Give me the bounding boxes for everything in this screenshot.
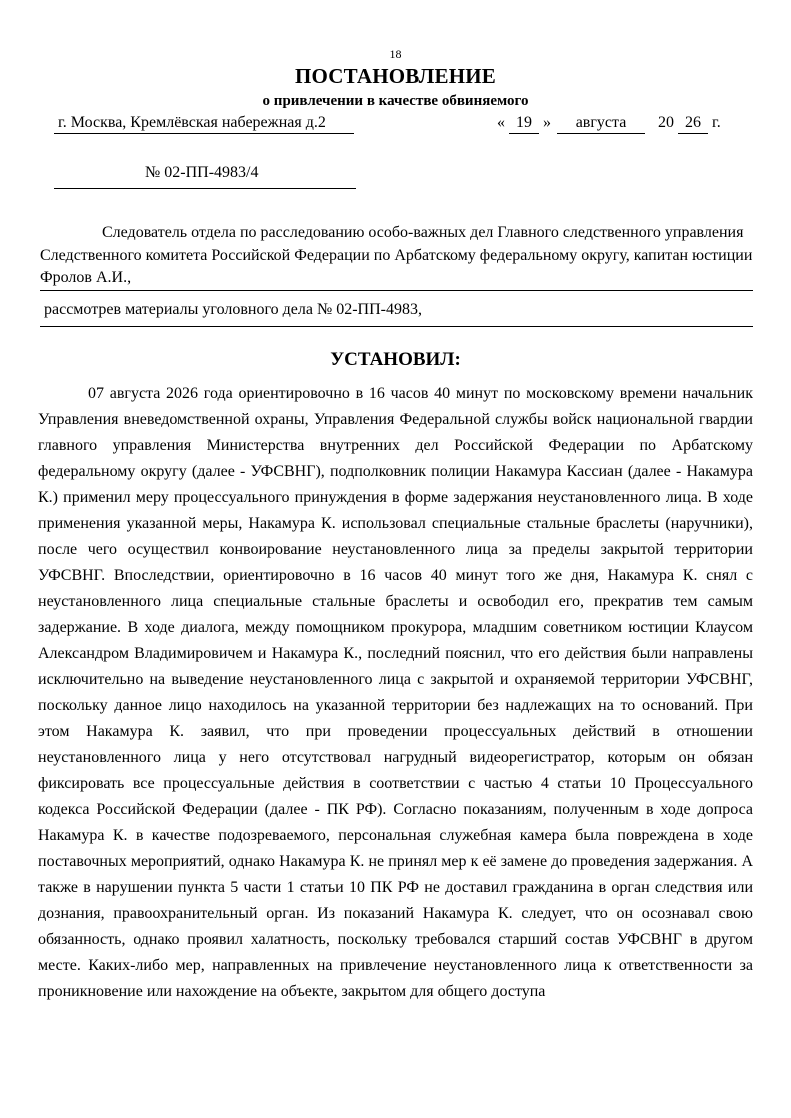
date-month-field (557, 113, 645, 134)
section-title: УСТАНОВИЛ: (330, 349, 461, 370)
date-field (497, 113, 551, 134)
date-month: августа (557, 113, 645, 134)
document-subtitle: о привлечении в качестве обвиняемого (262, 93, 529, 109)
investigator-paragraph: Следователь отдела по расследованию особо-важных дел Главного следственного управления Следственного комитета Российской Федерации по Арбатскому федеральному округу, капитан юстиции Фролов А.И., (40, 224, 753, 286)
divider-line (40, 290, 753, 291)
date-year-abbr: г. (712, 114, 721, 131)
date-day: 19 (509, 113, 539, 134)
divider-line (40, 326, 753, 327)
page-number: 18 (389, 47, 402, 61)
place-field: г. Москва, Кремлёвская набережная д.2 (54, 113, 354, 134)
date-open-quote: « (497, 114, 505, 131)
document-title: ПОСТАНОВЛЕНИЕ (294, 64, 497, 88)
review-paragraph: рассмотрев материалы уголовного дела № 02-ПП-4983, (44, 301, 422, 318)
date-close-quote: » (543, 114, 551, 131)
date-year-suffix: 26 (678, 113, 708, 134)
date-year-field (658, 113, 721, 134)
date-year-prefix: 20 (658, 114, 674, 131)
case-number: № 02-ПП-4983/4 (145, 164, 259, 181)
body-paragraph: 07 августа 2026 года ориентировочно в 16 часов 40 минут по московскому времени начальник Управления вневедомственной охраны, Управления Федеральной службы войск национальной гвардии главного управления Министерства внутренних дел Российской Федерации по Арбатскому федеральному округу (далее - УФСВНГ), подполковник полиции Накамура Кассиан (далее - Накамура К.) применил меру процессуального принуждения в форме задержания неустановленного лица. В ходе применения указанной меры, Накамура К. использовал специальные стальные браслеты (наручники), после чего осуществил конвоирование неустановленного лица за пределы закрытой территории УФСВНГ. Впоследствии, ориентировочно в 16 часов 40 минут того же дня, Накамура К. снял с неустановленного лица специальные стальные браслеты и освободил его, прекратив тем самым задержание. В ходе диалога, между помощником прокурора, младшим советником юстиции Клаусом Александром Владимировичем и Накамура К., последний пояснил, что его действия были направлены исключительно на выведение неустановленного лица с закрытой и охраняемой территории УФСВНГ, поскольку данное лицо находилось на указанной территории без надлежащих на то оснований. При этом Накамура К. заявил, что при проведении процессуальных действий в отношении неустановленного лица у него отсутствовал нагрудный видеорегистратор, которым он обязан фиксировать все процессуальные действия в соответствии с частью 4 статьи 10 Процессуального кодекса Российской Федерации (далее - ПК РФ). Согласно показаниям, полученным в ходе допроса Накамура К. в качестве подозреваемого, персональная служебная камера была повреждена в ходе поставочных мероприятий, однако Накамура К. не принял мер к её замене до проведения задержания. А также в нарушении пункта 5 части 1 статьи 10 ПК РФ не доставил гражданина в орган следствия или дознания, правоохранительный орган. Из показаний Накамура К. следует, что он осознавал свою обязанность, однако проявил халатность, поскольку требовался старший состав УФСВНГ в другом месте. Каких-либо мер, направленных на привлечение неустановленного лица к ответственности за проникновение или нахождение на объекте, закрытом для общего доступа (38, 385, 753, 1000)
